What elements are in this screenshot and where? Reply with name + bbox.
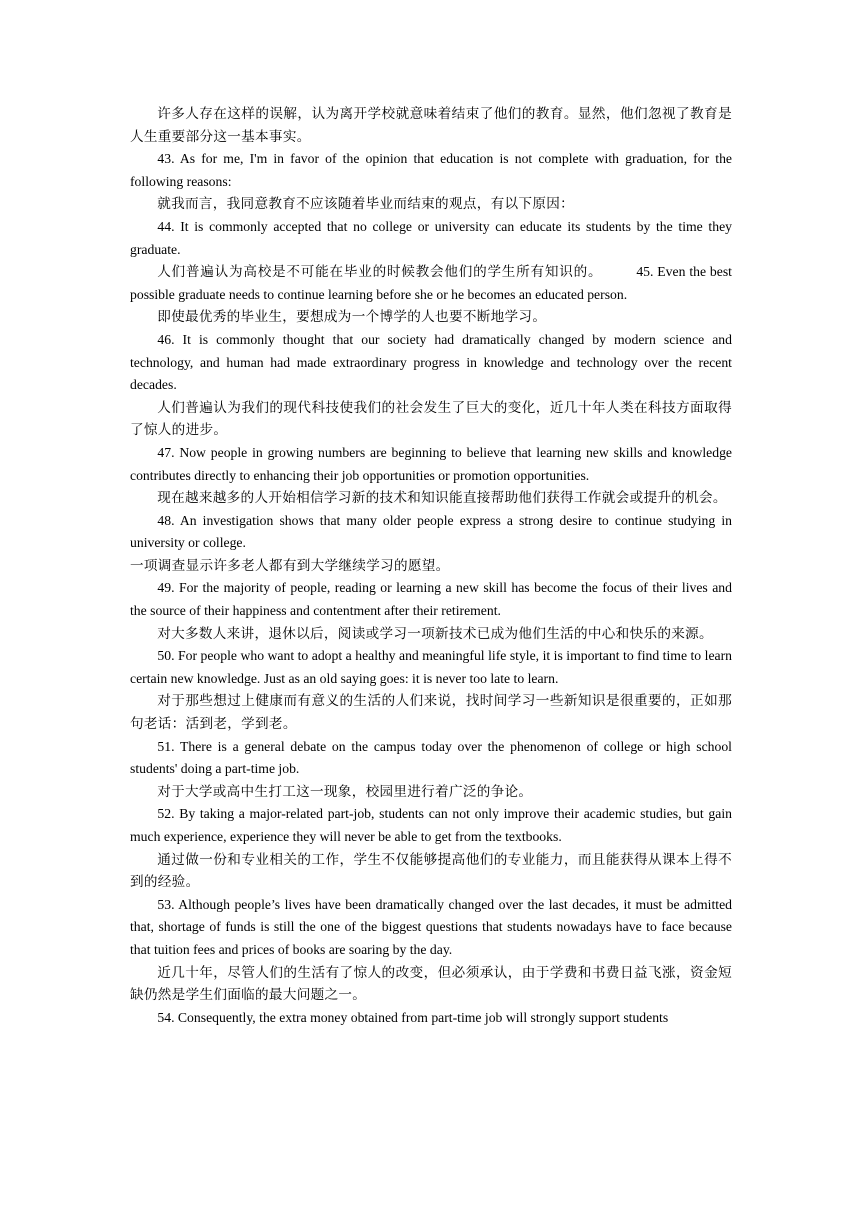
paragraph-zh: 通过做一份和专业相关的工作，学生不仅能够提高他们的专业能力，而且能获得从课本上得不到的经验。	[130, 851, 732, 891]
paragraph-zh: 就我而言，我同意教育不应该随着毕业而结束的观点，有以下原因：	[157, 196, 574, 213]
paragraph-en-51: 51. There is a general debate on the campus today over the phenomenon of college or high school students' doing a part-time job.	[130, 738, 732, 777]
paragraph-zh: 许多人存在这样的误解，认为离开学校就意味着结束了他们的教育。显然，他们忽视了教育是人生重要部分这一基本事实。	[130, 106, 732, 145]
paragraph-en-53: 53. Although people’s lives have been dramatically changed over the last decades, it must be admitted that, shortage of funds is still the one of the biggest questions that students nowadays have to face because that tuition fees and prices of books are soaring by the day.	[130, 896, 732, 957]
paragraph-zh: 近几十年，尽管人们的生活有了惊人的改变，但必须承认，由于学费和书费日益飞涨，资金短缺仍然是学生们面临的最大问题之一。	[130, 964, 732, 1004]
paragraph-en-50: 50. For people who want to adopt a healthy and meaningful life style, it is important to find time to learn certain new knowledge. Just as an old saying goes: it is never too late to learn.	[130, 648, 732, 686]
paragraph-zh-text: 人们普遍认为高校是不可能在毕业的时候教会他们的学生所有知识的。	[157, 264, 603, 281]
paragraph-en-43: 43. As for me, I'm in favor of the opinion that education is not complete with graduation, for the following reasons:	[130, 151, 732, 189]
paragraph-en-47: 47. Now people in growing numbers are beginning to believe that learning new skills and knowledge contributes directly to enhancing their job opportunities or promotion opportunities.	[130, 444, 732, 483]
paragraph-zh: 现在越来越多的人开始相信学习新的技术和知识能直接帮助他们获得工作就会或提升的机会。	[157, 490, 727, 507]
paragraph-zh: 对于那些想过上健康而有意义的生活的人们来说，找时间学习一些新知识是很重要的，正如那句老话：活到老，学到老。	[130, 693, 732, 733]
paragraph-en-44: 44. It is commonly accepted that no college or university can educate its students by the time they graduate.	[130, 218, 732, 257]
paragraph-en-49: 49. For the majority of people, reading or learning a new skill has become the focus of their lives and the source of their happiness and contentment after their retirement.	[130, 580, 732, 619]
paragraph-en-46: 46. It is commonly thought that our society had dramatically changed by modern science and technology, and human had made extraordinary progress in knowledge and technology over the recent decades.	[130, 331, 732, 393]
paragraph-zh: 人们普遍认为我们的现代科技使我们的社会发生了巨大的变化，近几十年人类在科技方面取得了惊人的进步。	[130, 399, 732, 439]
paragraph-zh: 对大多数人来讲，退休以后，阅读或学习一项新技术已成为他们生活的中心和快乐的来源。	[157, 625, 713, 642]
document-page	[130, 103, 732, 1029]
paragraph-zh: 对于大学或高中生打工这一现象，校园里进行着广泛的争论。	[157, 783, 533, 800]
paragraph-zh: 一项调查显示许多老人都有到大学继续学习的愿望。	[130, 557, 450, 574]
paragraph-en-54: 54. Consequently, the extra money obtained from part-time job will strongly support students	[157, 1009, 669, 1025]
paragraph-en-45: 45. Even the best possible graduate needs to continue learning before she or he becomes an educated person.	[130, 264, 732, 302]
paragraph-zh: 即使最优秀的毕业生，要想成为一个博学的人也要不断地学习。	[157, 309, 547, 326]
paragraph-en-52: 52. By taking a major-related part-job, students can not only improve their academic studies, but gain much experience, experience they will never be able to get from the textbooks.	[130, 806, 732, 844]
paragraph-en-48: 48. An investigation shows that many older people express a strong desire to continue studying in university or college.	[130, 512, 732, 551]
paragraph-zh-with-en-45	[130, 261, 732, 306]
